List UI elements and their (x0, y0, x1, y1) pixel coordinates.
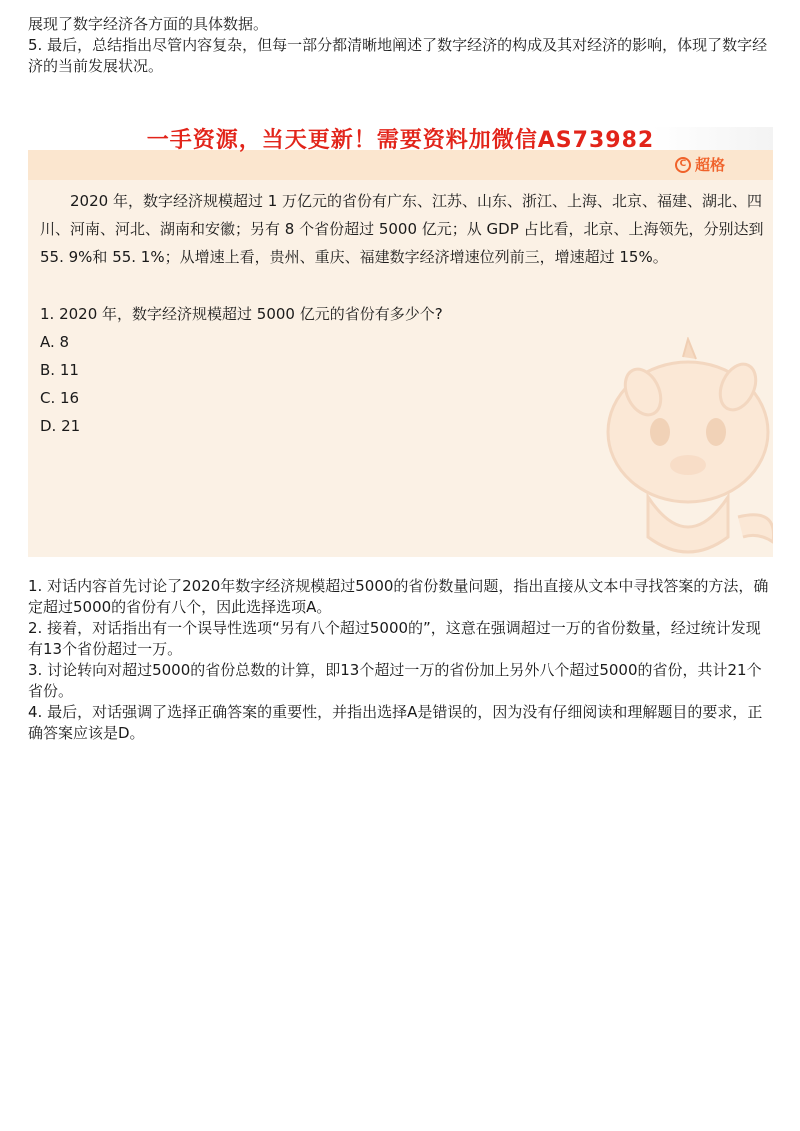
summary-item-3: 3. 讨论转向对超过5000的省份总数的计算，即13个超过一万的省份加上另外八个超过5000的省份，共计21个省份。 (28, 661, 762, 700)
brand-logo-icon: C (675, 157, 691, 173)
card-header-band (28, 150, 773, 180)
options-list (40, 328, 760, 440)
brand-name: 超格 (694, 156, 725, 174)
summary-item-4: 4. 最后，对话强调了选择正确答案的重要性，并指出选择A是错误的，因为没有仔细阅读和理解题目的要求，正确答案应该是D。 (28, 703, 763, 742)
option-d: D. 21 (40, 417, 81, 435)
summary-item-1: 1. 对话内容首先讨论了2020年数字经济规模超过5000的省份数量问题，指出直接从文本中寻找答案的方法，确定超过5000的省份有八个，因此选择选项A。 (28, 577, 769, 616)
intro-line-1: 展现了数字经济各方面的具体数据。 (28, 15, 269, 33)
banner-title: 一手资源，当天更新！需要资料加微信AS73982 (146, 128, 655, 153)
question-card-image (28, 127, 773, 557)
brand-label (675, 154, 725, 175)
option-b: B. 11 (40, 361, 79, 379)
intro-line-2: 5. 最后，总结指出尽管内容复杂，但每一部分都清晰地阐述了数字经济的构成及其对经济的影响，体现了数字经济的当前发展状况。 (28, 36, 768, 75)
option-c: C. 16 (40, 389, 80, 407)
intro-text (28, 14, 773, 77)
question-block (40, 300, 760, 440)
question-paragraph: 2020 年，数字经济规模超过 1 万亿元的省份有广东、江苏、山东、浙江、上海、北京、福建、湖北、四川、河南、河北、湖南和安徽；另有 8 个省份超过 5000 亿元；从 GDP 占比看，北京、上海领先，分别达到 55. 9%和 55. 1%；从增速上看，贵州、重庆、福建数字经济增速位列前三，增速超过 15%。 (40, 192, 764, 266)
question-text: 1. 2020 年，数字经济规模超过 5000 亿元的省份有多少个? (40, 305, 443, 323)
summary-item-2: 2. 接着，对话指出有一个误导性选项“另有八个超过5000的”，这意在强调超过一万的省份数量，经过统计发现有13个省份超过一万。 (28, 619, 761, 658)
summary-list (28, 576, 773, 744)
option-a: A. 8 (40, 333, 70, 351)
